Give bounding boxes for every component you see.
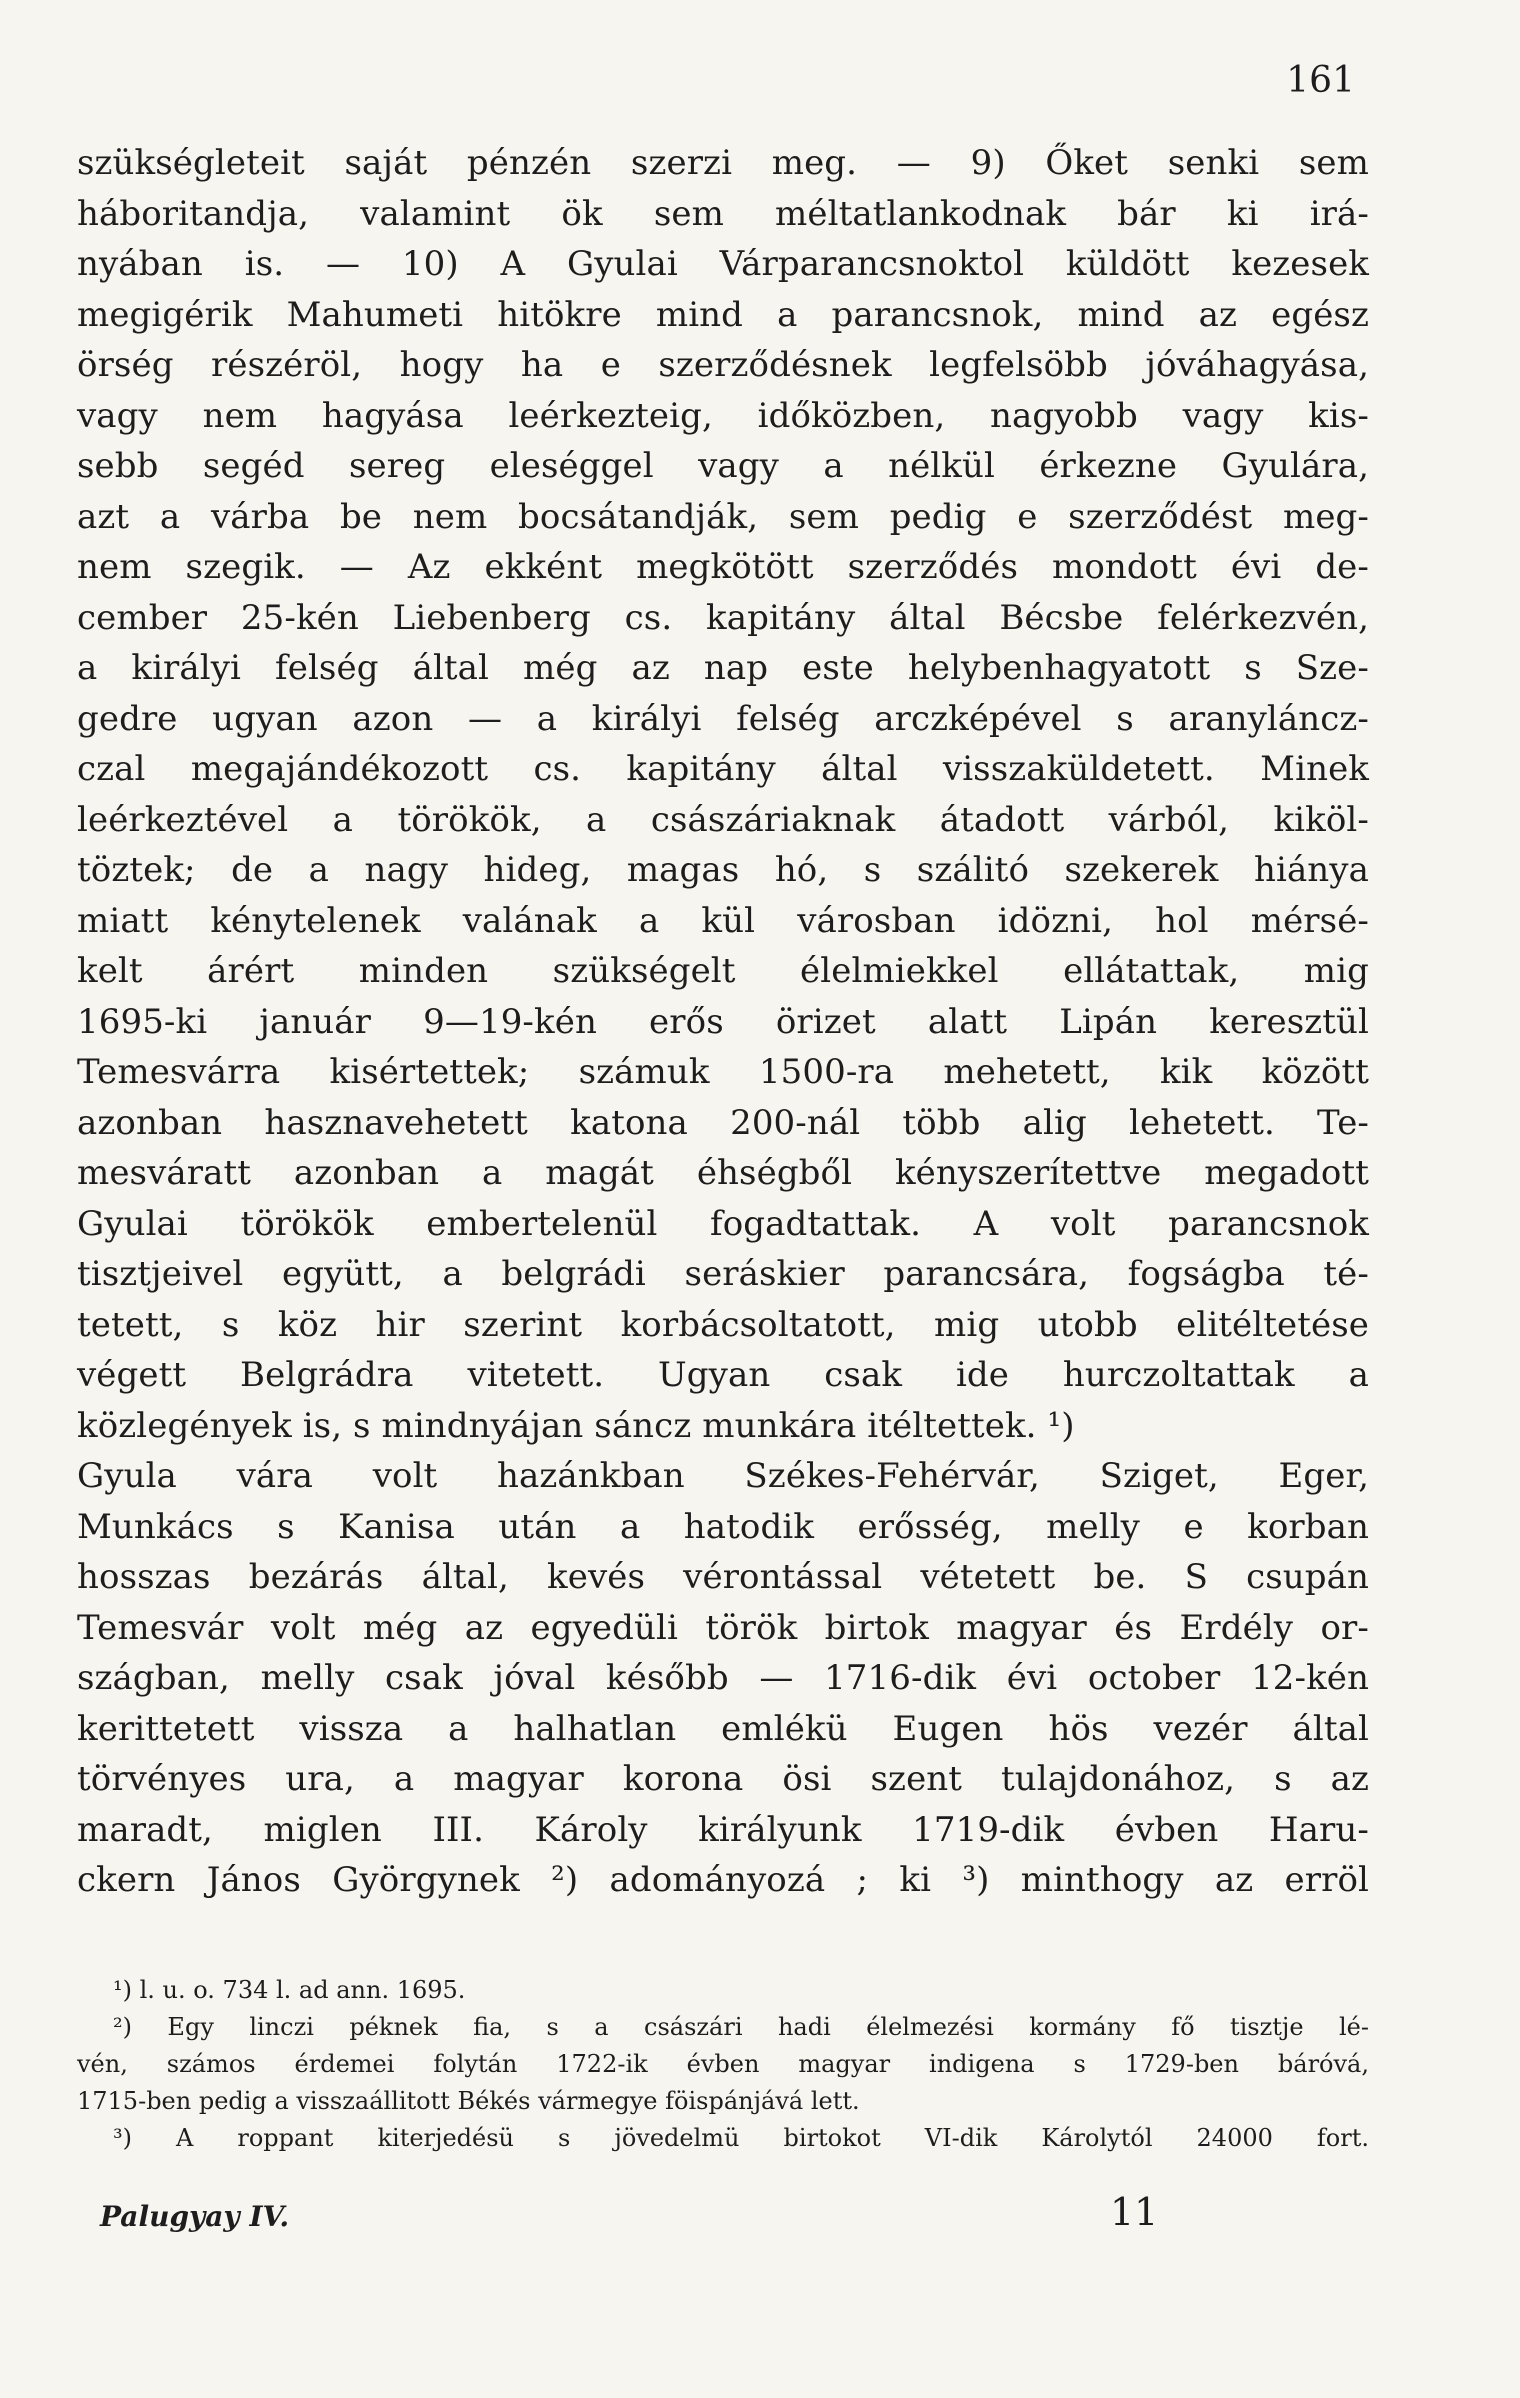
text-line: örség részéröl, hogy ha e szerződésnek legfelsöbb jóváhagyása, <box>77 345 1369 385</box>
text-line: nem szegik. — Az ekként megkötött szerződés mondott évi de- <box>77 547 1369 587</box>
text-line: vagy nem hagyása leérkezteig, időközben, nagyobb vagy kis- <box>77 395 1369 436</box>
text-line: végett Belgrádra vitetett. Ugyan csak ide hurczoltattak a <box>77 1355 1369 1395</box>
text-line: Temesvár volt még az egyedüli török birtok magyar és Erdély or- <box>77 1607 1369 1648</box>
text-line: szágban, melly csak jóval később — 1716-dik évi october 12-kén <box>77 1658 1369 1698</box>
text-line: miatt kénytelenek valának a kül városban idözni, hol mérsé- <box>77 900 1369 941</box>
text-line: nyában is. — 10) A Gyulai Várparancsnoktol küldött kezesek <box>77 244 1369 284</box>
text-line: hosszas bezárás által, kevés vérontással vétetett be. S csupán <box>77 1557 1369 1597</box>
text-line: ckern János Györgynek ²) adományozá ; ki ³) minthogy az erröl <box>77 1860 1369 1900</box>
text-line: a királyi felség által még az nap este helybenhagyatott s Sze- <box>77 648 1369 688</box>
printer-signature: Palugyay IV. <box>100 2200 290 2233</box>
sheet-number: 11 <box>1110 2190 1159 2234</box>
text-line: mesváratt azonban a magát éhségből kényszerítettve megadott <box>77 1153 1369 1193</box>
text-line: Gyula vára volt hazánkban Székes-Fehérvár, Sziget, Eger, <box>77 1456 1369 1496</box>
text-line: megigérik Mahumeti hitökre mind a parancsnok, mind az egész <box>77 294 1369 335</box>
text-line: leérkeztével a törökök, a császáriaknak átadott várból, kiköl- <box>77 799 1369 840</box>
footnote-line: vén, számos érdemei folytán 1722-ik évben magyar indigena s 1729-ben báróvá, <box>77 2050 1369 2078</box>
text-line: kelt árért minden szükségelt élelmiekkel ellátattak, mig <box>77 951 1369 991</box>
text-line: azt a várba be nem bocsátandják, sem pedig e szerződést meg- <box>77 496 1369 537</box>
text-line: háboritandja, valamint ök sem méltatlankodnak bár ki irá- <box>77 193 1369 234</box>
text-line: szükségleteit saját pénzén szerzi meg. — 9) Őket senki sem <box>77 143 1369 183</box>
footnotes <box>77 1972 1369 2157</box>
text-line: gedre ugyan azon — a királyi felség arczképével s aranyláncz- <box>77 698 1369 739</box>
text-line: 1695-ki január 9—19-kén erős örizet alatt Lipán keresztül <box>77 1001 1369 1042</box>
text-line: Munkács s Kanisa után a hatodik erősség, melly e korban <box>77 1506 1369 1547</box>
footnote-line: 1715-ben pedig a visszaállitott Békés vármegye föispánjává lett. <box>77 2087 860 2115</box>
text-line: azonban hasznavehetett katona 200-nál több alig lehetett. Te- <box>77 1102 1369 1143</box>
text-line: czal megajándékozott cs. kapitány által visszaküldetett. Minek <box>77 749 1369 789</box>
footnote-line: ¹) l. u. o. 734 l. ad ann. 1695. <box>113 1976 466 2004</box>
text-line: cember 25-kén Liebenberg cs. kapitány által Bécsbe felérkezvén, <box>77 597 1369 638</box>
text-line: sebb segéd sereg eleséggel vagy a nélkül érkezne Gyulára, <box>77 446 1369 486</box>
text-line: maradt, miglen III. Károly királyunk 1719-dik évben Haru- <box>77 1809 1369 1850</box>
text-line: Temesvárra kisértettek; számuk 1500-ra mehetett, kik között <box>77 1052 1369 1092</box>
text-line: Gyulai törökök embertelenül fogadtattak. A volt parancsnok <box>77 1203 1369 1244</box>
text-line: közlegények is, s mindnyájan sáncz munkára itéltettek. ¹) <box>77 1405 1075 1446</box>
footnote-line: ³) A roppant kiterjedésü s jövedelmü birtokot VI-dik Károlytól 24000 fort. <box>113 2124 1369 2152</box>
footnote-line: ²) Egy linczi péknek fia, s a császári hadi élelmezési kormány fő tisztje lé- <box>113 2013 1369 2041</box>
body-text <box>77 138 1369 1906</box>
text-line: tetett, s köz hir szerint korbácsoltatott, mig utobb elitéltetése <box>77 1304 1369 1345</box>
page-number: 161 <box>1286 60 1355 101</box>
text-line: törvényes ura, a magyar korona ösi szent tulajdonához, s az <box>77 1759 1369 1799</box>
text-line: töztek; de a nagy hideg, magas hó, s szálitó szekerek hiánya <box>77 850 1369 890</box>
text-line: tisztjeivel együtt, a belgrádi seráskier parancsára, fogságba té- <box>77 1254 1369 1294</box>
text-line: kerittetett vissza a halhatlan emlékü Eugen hös vezér által <box>77 1708 1369 1749</box>
